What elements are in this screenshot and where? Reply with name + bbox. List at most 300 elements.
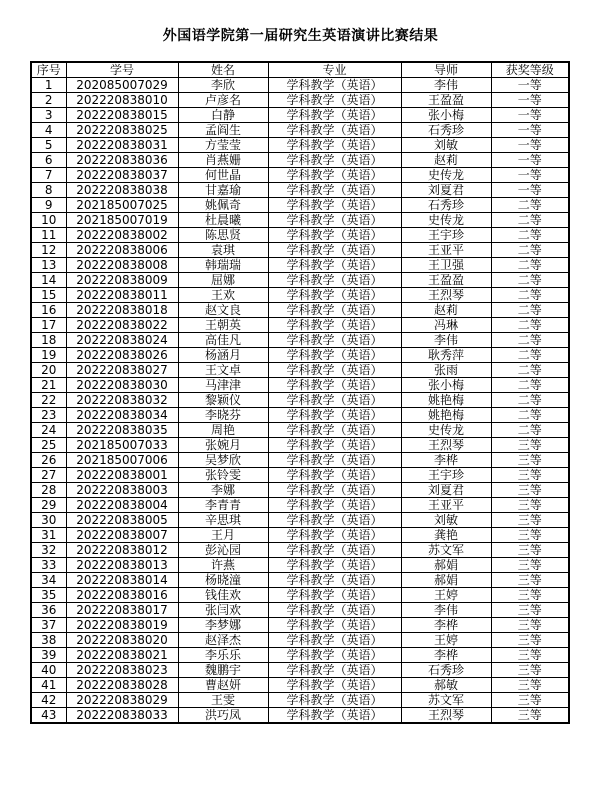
- cell-major: 学科教学（英语）: [268, 423, 401, 438]
- cell-index: 16: [31, 303, 66, 318]
- cell-student-id: 202220838028: [66, 678, 178, 693]
- cell-major: 学科教学（英语）: [268, 408, 401, 423]
- cell-name: 周艳: [178, 423, 268, 438]
- cell-index: 10: [31, 213, 66, 228]
- table-row: [31, 678, 569, 693]
- cell-student-id: 202220838032: [66, 393, 178, 408]
- cell-name: 张铃雯: [178, 468, 268, 483]
- cell-major: 学科教学（英语）: [268, 348, 401, 363]
- table-row: [31, 273, 569, 288]
- column-header-student-id: 学号: [66, 62, 178, 78]
- cell-index: 43: [31, 708, 66, 724]
- cell-major: 学科教学（英语）: [268, 483, 401, 498]
- cell-award: 二等: [491, 198, 569, 213]
- cell-name: 杨涵月: [178, 348, 268, 363]
- cell-name: 姚佩奇: [178, 198, 268, 213]
- cell-advisor: 王烈琴: [401, 288, 491, 303]
- cell-name: 曹赵妍: [178, 678, 268, 693]
- cell-award: 二等: [491, 318, 569, 333]
- table-row: [31, 423, 569, 438]
- cell-student-id: 202185007025: [66, 198, 178, 213]
- cell-award: 三等: [491, 588, 569, 603]
- cell-advisor: 冯琳: [401, 318, 491, 333]
- cell-major: 学科教学（英语）: [268, 363, 401, 378]
- cell-advisor: 耿秀萍: [401, 348, 491, 363]
- table-row: [31, 213, 569, 228]
- cell-index: 28: [31, 483, 66, 498]
- cell-award: 二等: [491, 303, 569, 318]
- table-row: [31, 318, 569, 333]
- cell-major: 学科教学（英语）: [268, 333, 401, 348]
- cell-award: 三等: [491, 648, 569, 663]
- cell-student-id: 202220838031: [66, 138, 178, 153]
- cell-index: 11: [31, 228, 66, 243]
- cell-award: 三等: [491, 708, 569, 724]
- cell-student-id: 202220838006: [66, 243, 178, 258]
- table-row: [31, 633, 569, 648]
- cell-student-id: 202220838003: [66, 483, 178, 498]
- cell-advisor: 苏文军: [401, 693, 491, 708]
- cell-student-id: 202220838016: [66, 588, 178, 603]
- cell-award: 二等: [491, 408, 569, 423]
- cell-index: 27: [31, 468, 66, 483]
- cell-name: 白静: [178, 108, 268, 123]
- cell-advisor: 苏文军: [401, 543, 491, 558]
- cell-index: 9: [31, 198, 66, 213]
- cell-name: 钱佳欢: [178, 588, 268, 603]
- cell-student-id: 202220838010: [66, 93, 178, 108]
- cell-award: 三等: [491, 618, 569, 633]
- cell-advisor: 李伟: [401, 78, 491, 93]
- cell-advisor: 王卫强: [401, 258, 491, 273]
- cell-major: 学科教学（英语）: [268, 303, 401, 318]
- cell-index: 3: [31, 108, 66, 123]
- cell-award: 二等: [491, 393, 569, 408]
- cell-index: 12: [31, 243, 66, 258]
- cell-major: 学科教学（英语）: [268, 618, 401, 633]
- cell-index: 33: [31, 558, 66, 573]
- cell-award: 三等: [491, 468, 569, 483]
- cell-student-id: 202220838008: [66, 258, 178, 273]
- cell-name: 韩瑞瑞: [178, 258, 268, 273]
- cell-award: 三等: [491, 528, 569, 543]
- table-row: [31, 468, 569, 483]
- cell-major: 学科教学（英语）: [268, 153, 401, 168]
- cell-name: 屈娜: [178, 273, 268, 288]
- cell-student-id: 202220838021: [66, 648, 178, 663]
- cell-index: 2: [31, 93, 66, 108]
- cell-name: 辛思琪: [178, 513, 268, 528]
- cell-student-id: 202220838034: [66, 408, 178, 423]
- cell-major: 学科教学（英语）: [268, 378, 401, 393]
- column-header-major: 专业: [268, 62, 401, 78]
- cell-name: 黎颖仪: [178, 393, 268, 408]
- table-row: [31, 168, 569, 183]
- cell-award: 二等: [491, 243, 569, 258]
- cell-advisor: 史传龙: [401, 168, 491, 183]
- cell-name: 李晓芬: [178, 408, 268, 423]
- cell-advisor: 王烈琴: [401, 708, 491, 724]
- cell-student-id: 202220838005: [66, 513, 178, 528]
- cell-student-id: 202220838023: [66, 663, 178, 678]
- cell-advisor: 王烈琴: [401, 438, 491, 453]
- cell-student-id: 202220838018: [66, 303, 178, 318]
- cell-award: 三等: [491, 498, 569, 513]
- cell-advisor: 李桦: [401, 648, 491, 663]
- cell-student-id: 202185007033: [66, 438, 178, 453]
- cell-award: 一等: [491, 123, 569, 138]
- cell-student-id: 202220838024: [66, 333, 178, 348]
- cell-advisor: 史传龙: [401, 213, 491, 228]
- cell-advisor: 石秀珍: [401, 198, 491, 213]
- cell-index: 36: [31, 603, 66, 618]
- cell-award: 三等: [491, 483, 569, 498]
- cell-name: 王雯: [178, 693, 268, 708]
- cell-major: 学科教学（英语）: [268, 213, 401, 228]
- cell-major: 学科教学（英语）: [268, 558, 401, 573]
- cell-award: 三等: [491, 543, 569, 558]
- table-row: [31, 663, 569, 678]
- cell-major: 学科教学（英语）: [268, 78, 401, 93]
- cell-student-id: 202220838012: [66, 543, 178, 558]
- cell-award: 二等: [491, 333, 569, 348]
- table-row: [31, 648, 569, 663]
- cell-advisor: 郝敏: [401, 678, 491, 693]
- cell-name: 李青青: [178, 498, 268, 513]
- column-header-award: 获奖等级: [491, 62, 569, 78]
- cell-advisor: 姚艳梅: [401, 408, 491, 423]
- cell-advisor: 王盈盈: [401, 273, 491, 288]
- table-row: [31, 123, 569, 138]
- table-row: [31, 393, 569, 408]
- cell-major: 学科教学（英语）: [268, 513, 401, 528]
- cell-student-id: 202220838035: [66, 423, 178, 438]
- table-row: [31, 303, 569, 318]
- cell-advisor: 张雨: [401, 363, 491, 378]
- table-row: [31, 348, 569, 363]
- cell-name: 陈思贤: [178, 228, 268, 243]
- cell-student-id: 202220838014: [66, 573, 178, 588]
- cell-name: 李欣: [178, 78, 268, 93]
- cell-major: 学科教学（英语）: [268, 603, 401, 618]
- table-row: [31, 603, 569, 618]
- cell-index: 29: [31, 498, 66, 513]
- cell-advisor: 石秀珍: [401, 123, 491, 138]
- cell-award: 三等: [491, 573, 569, 588]
- cell-advisor: 王宇珍: [401, 468, 491, 483]
- cell-name: 张闫欢: [178, 603, 268, 618]
- cell-major: 学科教学（英语）: [268, 108, 401, 123]
- cell-student-id: 202220838029: [66, 693, 178, 708]
- cell-advisor: 刘夏君: [401, 183, 491, 198]
- cell-index: 34: [31, 573, 66, 588]
- cell-student-id: 202220838002: [66, 228, 178, 243]
- table-row: [31, 288, 569, 303]
- cell-index: 4: [31, 123, 66, 138]
- cell-major: 学科教学（英语）: [268, 393, 401, 408]
- table-row: [31, 543, 569, 558]
- cell-major: 学科教学（英语）: [268, 543, 401, 558]
- cell-award: 二等: [491, 348, 569, 363]
- cell-advisor: 郝娟: [401, 573, 491, 588]
- cell-index: 8: [31, 183, 66, 198]
- cell-advisor: 龚艳: [401, 528, 491, 543]
- cell-major: 学科教学（英语）: [268, 678, 401, 693]
- cell-advisor: 李伟: [401, 603, 491, 618]
- cell-name: 袁琪: [178, 243, 268, 258]
- cell-award: 三等: [491, 678, 569, 693]
- cell-major: 学科教学（英语）: [268, 708, 401, 724]
- cell-student-id: 202220838009: [66, 273, 178, 288]
- cell-student-id: 202220838037: [66, 168, 178, 183]
- cell-student-id: 202220838026: [66, 348, 178, 363]
- cell-name: 李梦娜: [178, 618, 268, 633]
- cell-award: 三等: [491, 633, 569, 648]
- cell-advisor: 刘夏君: [401, 483, 491, 498]
- cell-major: 学科教学（英语）: [268, 258, 401, 273]
- cell-award: 二等: [491, 423, 569, 438]
- cell-name: 王欢: [178, 288, 268, 303]
- cell-major: 学科教学（英语）: [268, 288, 401, 303]
- table-row: [31, 513, 569, 528]
- table-row: [31, 333, 569, 348]
- cell-advisor: 赵莉: [401, 153, 491, 168]
- cell-advisor: 王盈盈: [401, 93, 491, 108]
- cell-student-id: 202220838017: [66, 603, 178, 618]
- cell-award: 二等: [491, 288, 569, 303]
- cell-advisor: 史传龙: [401, 423, 491, 438]
- cell-major: 学科教学（英语）: [268, 468, 401, 483]
- cell-major: 学科教学（英语）: [268, 168, 401, 183]
- cell-award: 二等: [491, 258, 569, 273]
- cell-index: 5: [31, 138, 66, 153]
- cell-name: 何世晶: [178, 168, 268, 183]
- cell-major: 学科教学（英语）: [268, 663, 401, 678]
- table-row: [31, 453, 569, 468]
- cell-major: 学科教学（英语）: [268, 198, 401, 213]
- cell-award: 一等: [491, 138, 569, 153]
- cell-award: 二等: [491, 363, 569, 378]
- page-title: 外国语学院第一届研究生英语演讲比赛结果: [162, 28, 439, 44]
- table-row: [31, 243, 569, 258]
- cell-award: 三等: [491, 558, 569, 573]
- cell-student-id: 202220838022: [66, 318, 178, 333]
- cell-index: 42: [31, 693, 66, 708]
- cell-name: 赵泽杰: [178, 633, 268, 648]
- cell-major: 学科教学（英语）: [268, 528, 401, 543]
- cell-student-id: 202220838015: [66, 108, 178, 123]
- table-row: [31, 183, 569, 198]
- cell-name: 王朝英: [178, 318, 268, 333]
- cell-major: 学科教学（英语）: [268, 693, 401, 708]
- cell-advisor: 张小梅: [401, 378, 491, 393]
- table-row: [31, 498, 569, 513]
- cell-name: 魏鹏宇: [178, 663, 268, 678]
- cell-index: 1: [31, 78, 66, 93]
- cell-award: 二等: [491, 273, 569, 288]
- results-table: [30, 61, 570, 724]
- cell-major: 学科教学（英语）: [268, 228, 401, 243]
- cell-major: 学科教学（英语）: [268, 573, 401, 588]
- cell-index: 13: [31, 258, 66, 273]
- cell-student-id: 202220838004: [66, 498, 178, 513]
- cell-advisor: 王亚平: [401, 243, 491, 258]
- table-row: [31, 228, 569, 243]
- cell-name: 马津津: [178, 378, 268, 393]
- cell-name: 肖燕姗: [178, 153, 268, 168]
- cell-advisor: 王婷: [401, 633, 491, 648]
- table-row: [31, 408, 569, 423]
- table-header-row: [31, 62, 569, 78]
- cell-index: 38: [31, 633, 66, 648]
- cell-award: 三等: [491, 663, 569, 678]
- cell-name: 孟阎生: [178, 123, 268, 138]
- cell-major: 学科教学（英语）: [268, 453, 401, 468]
- table-row: [31, 618, 569, 633]
- cell-advisor: 郝娟: [401, 558, 491, 573]
- cell-student-id: 202220838013: [66, 558, 178, 573]
- table-row: [31, 558, 569, 573]
- cell-index: 20: [31, 363, 66, 378]
- cell-name: 吴梦欣: [178, 453, 268, 468]
- cell-student-id: 202220838020: [66, 633, 178, 648]
- cell-award: 二等: [491, 378, 569, 393]
- cell-index: 21: [31, 378, 66, 393]
- cell-student-id: 202220838025: [66, 123, 178, 138]
- cell-name: 李乐乐: [178, 648, 268, 663]
- cell-name: 洪巧凤: [178, 708, 268, 724]
- column-header-index: 序号: [31, 62, 66, 78]
- table-row: [31, 108, 569, 123]
- cell-student-id: 202220838027: [66, 363, 178, 378]
- cell-advisor: 王宇珍: [401, 228, 491, 243]
- cell-index: 26: [31, 453, 66, 468]
- cell-advisor: 李伟: [401, 333, 491, 348]
- cell-award: 三等: [491, 603, 569, 618]
- cell-index: 39: [31, 648, 66, 663]
- table-row: [31, 78, 569, 93]
- cell-major: 学科教学（英语）: [268, 438, 401, 453]
- table-row: [31, 573, 569, 588]
- cell-name: 王月: [178, 528, 268, 543]
- table-row: [31, 153, 569, 168]
- cell-major: 学科教学（英语）: [268, 633, 401, 648]
- cell-award: 一等: [491, 153, 569, 168]
- cell-advisor: 李桦: [401, 453, 491, 468]
- cell-index: 18: [31, 333, 66, 348]
- cell-student-id: 202220838030: [66, 378, 178, 393]
- cell-student-id: 202220838007: [66, 528, 178, 543]
- cell-award: 二等: [491, 228, 569, 243]
- table-row: [31, 138, 569, 153]
- cell-award: 一等: [491, 183, 569, 198]
- cell-advisor: 石秀珍: [401, 663, 491, 678]
- cell-name: 卢彦名: [178, 93, 268, 108]
- cell-major: 学科教学（英语）: [268, 273, 401, 288]
- table-row: [31, 438, 569, 453]
- table-row: [31, 588, 569, 603]
- table-row: [31, 708, 569, 724]
- cell-name: 方莹莹: [178, 138, 268, 153]
- cell-index: 17: [31, 318, 66, 333]
- cell-index: 15: [31, 288, 66, 303]
- cell-student-id: 202220838036: [66, 153, 178, 168]
- cell-major: 学科教学（英语）: [268, 123, 401, 138]
- cell-index: 22: [31, 393, 66, 408]
- cell-advisor: 张小梅: [401, 108, 491, 123]
- cell-student-id: 202085007029: [66, 78, 178, 93]
- cell-advisor: 王亚平: [401, 498, 491, 513]
- cell-index: 23: [31, 408, 66, 423]
- cell-major: 学科教学（英语）: [268, 498, 401, 513]
- column-header-name: 姓名: [178, 62, 268, 78]
- cell-major: 学科教学（英语）: [268, 183, 401, 198]
- cell-name: 彭沁园: [178, 543, 268, 558]
- cell-index: 32: [31, 543, 66, 558]
- cell-award: 三等: [491, 513, 569, 528]
- table-row: [31, 363, 569, 378]
- cell-student-id: 202220838001: [66, 468, 178, 483]
- cell-advisor: 刘敏: [401, 138, 491, 153]
- cell-award: 一等: [491, 93, 569, 108]
- cell-name: 王文卓: [178, 363, 268, 378]
- table-row: [31, 198, 569, 213]
- column-header-advisor: 导师: [401, 62, 491, 78]
- table-row: [31, 528, 569, 543]
- cell-index: 35: [31, 588, 66, 603]
- table-row: [31, 378, 569, 393]
- cell-advisor: 姚艳梅: [401, 393, 491, 408]
- cell-index: 14: [31, 273, 66, 288]
- results-table-body: [31, 78, 569, 724]
- cell-name: 高佳凡: [178, 333, 268, 348]
- cell-index: 19: [31, 348, 66, 363]
- cell-index: 6: [31, 153, 66, 168]
- table-row: [31, 93, 569, 108]
- cell-index: 7: [31, 168, 66, 183]
- table-row: [31, 483, 569, 498]
- cell-name: 甘嘉瑜: [178, 183, 268, 198]
- cell-major: 学科教学（英语）: [268, 648, 401, 663]
- cell-student-id: 202185007019: [66, 213, 178, 228]
- cell-award: 三等: [491, 438, 569, 453]
- cell-major: 学科教学（英语）: [268, 588, 401, 603]
- cell-index: 30: [31, 513, 66, 528]
- cell-name: 张婉月: [178, 438, 268, 453]
- cell-major: 学科教学（英语）: [268, 318, 401, 333]
- cell-major: 学科教学（英语）: [268, 243, 401, 258]
- cell-major: 学科教学（英语）: [268, 138, 401, 153]
- cell-student-id: 202220838019: [66, 618, 178, 633]
- cell-index: 37: [31, 618, 66, 633]
- cell-award: 二等: [491, 213, 569, 228]
- cell-student-id: 202185007006: [66, 453, 178, 468]
- cell-name: 赵文良: [178, 303, 268, 318]
- cell-advisor: 李桦: [401, 618, 491, 633]
- cell-award: 一等: [491, 78, 569, 93]
- cell-index: 31: [31, 528, 66, 543]
- cell-award: 三等: [491, 453, 569, 468]
- cell-award: 一等: [491, 168, 569, 183]
- cell-index: 25: [31, 438, 66, 453]
- cell-name: 杜晨曦: [178, 213, 268, 228]
- cell-name: 李娜: [178, 483, 268, 498]
- table-row: [31, 693, 569, 708]
- cell-advisor: 王婷: [401, 588, 491, 603]
- cell-award: 一等: [491, 108, 569, 123]
- cell-student-id: 202220838038: [66, 183, 178, 198]
- cell-student-id: 202220838033: [66, 708, 178, 724]
